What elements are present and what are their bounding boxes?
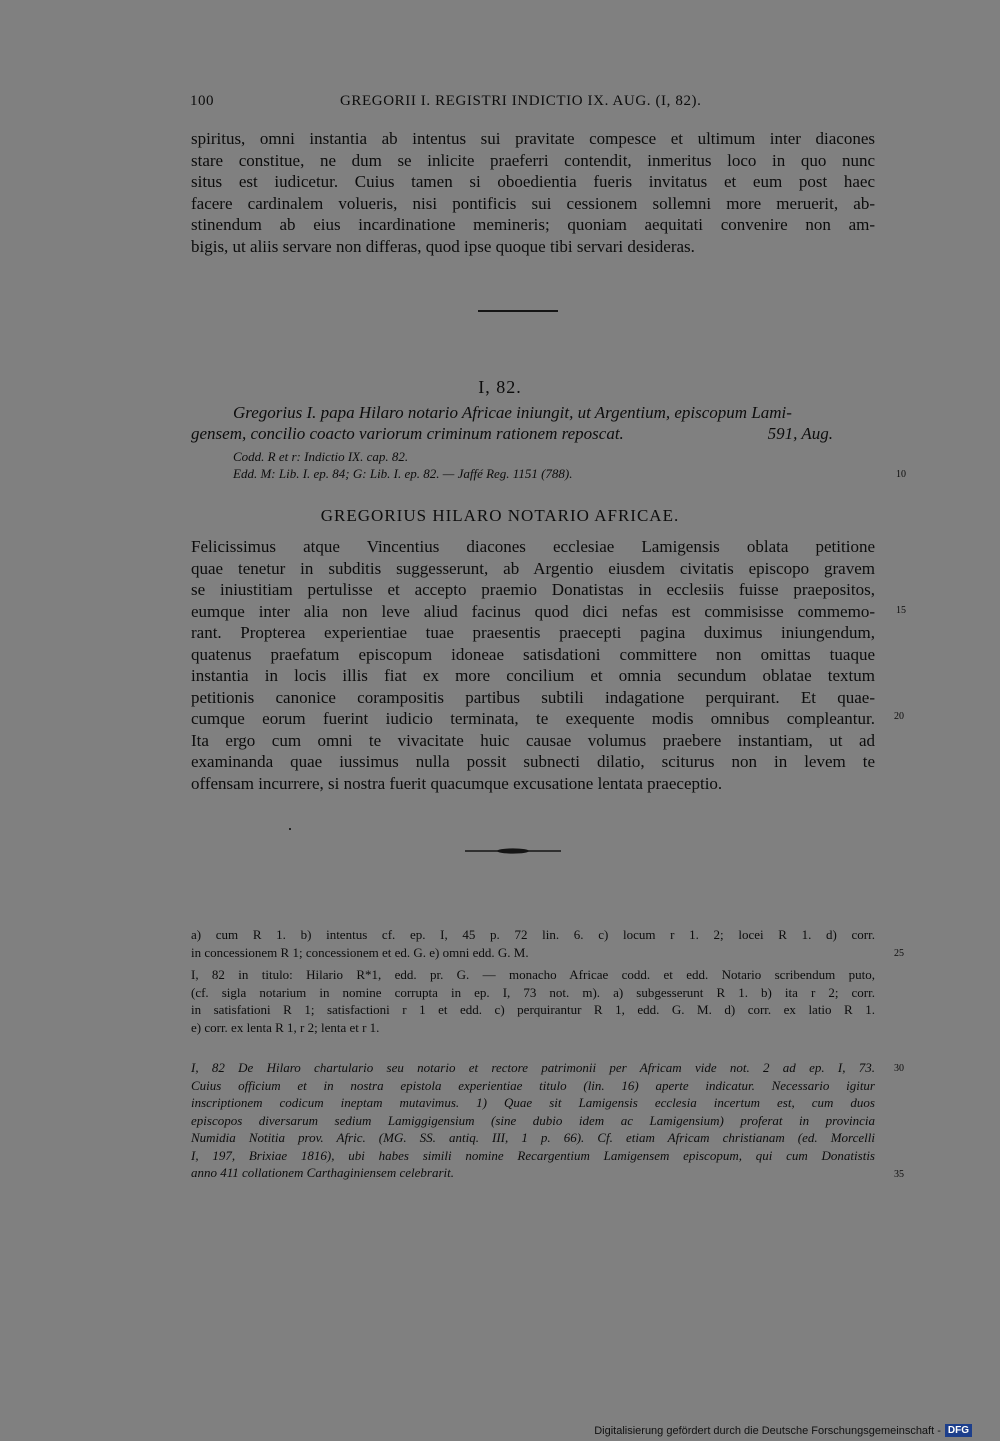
letter-summary-line [191,424,841,444]
text-line: stinendum ab eius incardinatione memineris; quoniam aequitati convenire non am- [191,215,875,234]
text-line: Felicissimus atque Vincentius diacones ecclesiae Lamigensis oblata petitione [191,537,875,556]
line-number: 15 [896,605,906,616]
letter-summary-line: Gregorius I. papa Hilaro notario Africae iniungit, ut Argentium, episcopum Lami- [233,403,792,422]
text-line: stare constitue, ne dum se inlicite praeferri contendit, inmeritus loco in quo nunc [191,150,875,170]
text-line: situs est iudicetur. Cuius tamen si oboedientia fueris invitatus et eum post haec [191,172,875,191]
line-number: 35 [894,1169,904,1180]
footer-credit [594,1424,972,1437]
text-line: quae tenetur in subditis suggesserunt, ab Argentio eiusdem civitatis episcopo gravem [191,558,875,578]
note-line: episcopos diversarum sedium Lamiggigensium (sine dubio idem ac Lamigensium) proferat in provincia [191,1112,875,1128]
section-divider [478,310,558,312]
note-line: Cuius officium et in nostra epistola experientiae titulo (lin. 16) aperte indicatur. Necessario igitur [191,1077,875,1093]
text-line: quatenus praefatum episcopum idoneae satisdationi committere non omittas tuaque [191,644,875,664]
line-number: 30 [894,1063,904,1074]
note-line: I, 82 in titulo: Hilario R*1, edd. pr. G. — monacho Africae codd. et edd. Notario scribendum puto, [191,967,875,982]
text-line: Ita ergo cum omni te vivacitate huic causae volumus praebere instantiam, ut ad [191,730,875,750]
dfg-logo: DFG [945,1424,972,1437]
text-line: examinanda quae iussimus nulla possit subnecti dilatio, sciturus non in levem te [191,752,875,771]
text-line: bigis, ut aliis servare non differas, quod ipse quoque tibi servari desideras. [191,236,695,256]
running-title: GREGORII I. REGISTRI INDICTIO IX. AUG. (I, 82). [340,93,702,109]
note-line: anno 411 collationem Carthaginiensem celebrarit. [191,1165,454,1180]
text-line: rant. Propterea experientiae tuae praesentis praecepti pagina duximus iniungendum, [191,623,875,642]
scan-speck [289,828,291,830]
text-line: petitionis canonice corampositis partibus subtili indagatione perquirant. Et quae- [191,687,875,707]
codices-note: Codd. R et r: Indictio IX. cap. 82. [233,449,409,464]
line-number: 20 [894,711,904,722]
note-line: (cf. sigla notarium in nomine corrupta in ep. I, 73 not. m). a) subgesserunt R 1. b) ita r 2; corr. [191,984,875,1000]
letter-text [191,536,875,794]
note-line: in satisfationi R 1; satisfactioni r 1 et edd. c) perquirantur R 1, edd. G. M. d) corr. ex latio R 1. [191,1002,875,1017]
text-line: se iniustitiam pertulisse et accepto praemio Donatistas in ecclesiis fuisse praepositos, [191,580,875,599]
text-line: spiritus, omni instantia ab intentus sui pravitate compesce et ultimum inter diacones [191,129,875,148]
text-line: instantia in locis illis fiat ex more concilium et omnia secundum oblatae textum [191,666,875,685]
page-number: 100 [190,93,214,109]
text-line: cumque eorum fuerint iudicio terminata, te exequente modis omnibus compleantur. [191,709,875,728]
note-line: inscriptionem codicum ineptam mutavimus. 1) Quae sit Lamigensis ecclesia incertum est, cum duos [191,1095,875,1110]
note-line: e) corr. ex lenta R 1, r 2; lenta et r 1. [191,1019,380,1035]
funding-credit: Digitalisierung gefördert durch die Deutsche Forschungsgemeinschaft - [594,1424,941,1437]
note-line: I, 197, Brixiae 1816), ubi habes simili nomine Recargentium Lamigensem episcopum, qui cum Donatistis [191,1147,875,1163]
apparatus-notes [191,926,875,961]
note-line: a) cum R 1. b) intentus cf. ep. I, 45 p. 72 lin. 6. c) locum r 1. 2; locei R 1. d) corr. [191,927,875,942]
letter-date: 591, Aug. [767,424,833,443]
apparatus-title-notes [191,966,875,1036]
letter-number: I, 82. [478,377,522,397]
end-ornament [465,848,561,854]
line-number: 10 [896,469,906,480]
text-line: eumque inter alia non leve aliud facinus quod dici nefas est commisisse commemo- [191,601,875,621]
text-line: facere cardinalem volueris, nisi pontificis sui cessionem sollemni more meruerit, ab- [191,193,875,213]
line-number: 25 [894,948,904,959]
previous-letter-ending [191,128,875,257]
letter-address: GREGORIUS HILARO NOTARIO AFRICAE. [320,506,680,525]
summary-text: gensem, concilio coacto variorum criminum rationem reposcat. [191,424,624,443]
note-line: I, 82 De Hilaro chartulario seu notario et rectore patrimonii per Africam vide not. 2 ad ep. I, 73. [191,1060,875,1075]
note-line: in concessionem R 1; concessionem et ed. G. e) omni edd. G. M. [191,944,529,960]
commentary-notes [191,1059,875,1182]
editions-note: Edd. M: Lib. I. ep. 84; G: Lib. I. ep. 82. — Jaffé Reg. 1151 (788). [233,466,573,481]
text-line: offensam incurrere, si nostra fuerit quacumque excusatione lentata praeceptio. [191,773,723,793]
note-line: Numidia Notitia prov. Afric. (MG. SS. antiq. III, 1 p. 66). Cf. etiam Africam christianam (ed. Morcelli [191,1130,875,1145]
